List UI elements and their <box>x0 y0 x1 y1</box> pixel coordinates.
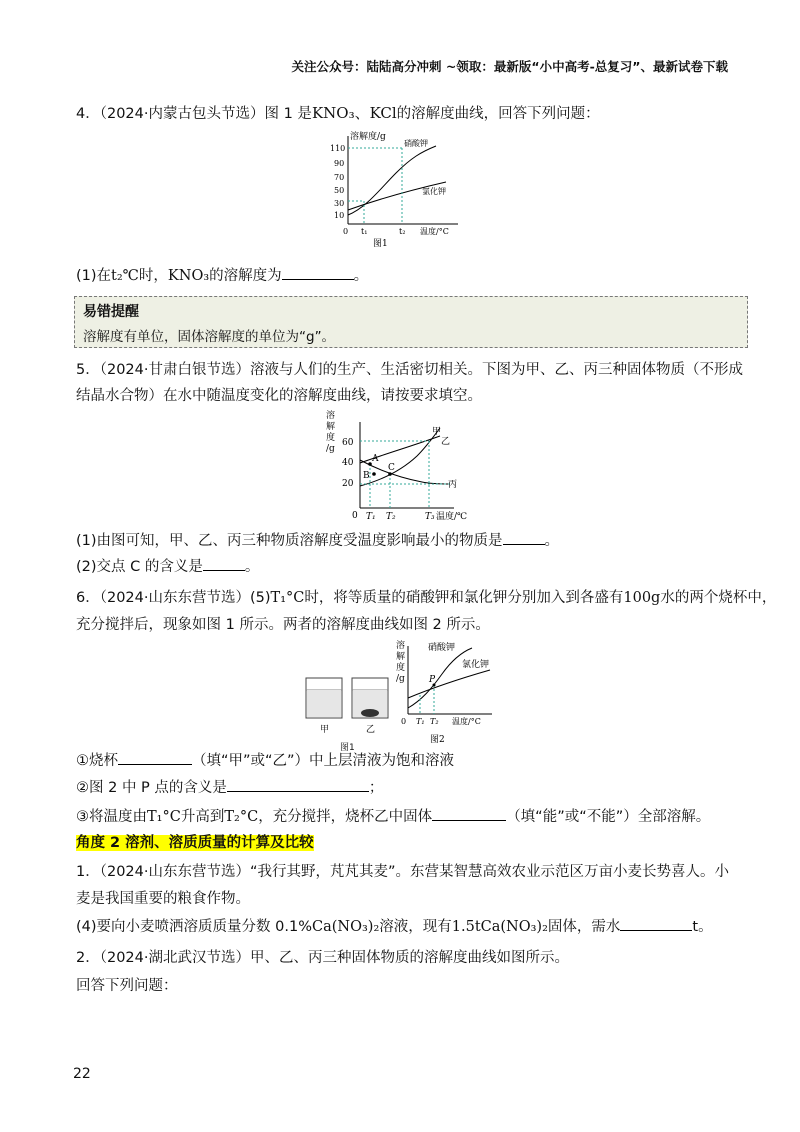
q6-s1-b: （填“甲”或“乙”）中上层清液为饱和溶液 <box>192 753 455 769</box>
q5-xtick: T₁ <box>366 512 376 522</box>
q6-fig2-p-label: P <box>429 675 436 685</box>
q6-mass: 100g <box>623 590 661 606</box>
page-number: 22 <box>73 1066 91 1082</box>
answer-blank[interactable] <box>227 777 369 792</box>
q4-curve-kno3 <box>348 146 436 215</box>
q6-fig2-ylabel: 解 <box>396 652 406 662</box>
q5-label-yi: 乙 <box>441 437 451 447</box>
q5-ytick: 40 <box>342 458 354 468</box>
q6-s3-a: ③将温度由 <box>76 809 147 825</box>
q5-line2: 结晶水合物）在水中随温度变化的溶解度曲线，请按要求填空。 <box>76 388 482 404</box>
q4-sub1-formula: KNO₃ <box>167 268 210 284</box>
q5-label-jia: 甲 <box>432 427 442 437</box>
q5-sub1 <box>76 530 559 551</box>
q4-curve2-label: 氯化钾 <box>422 187 446 196</box>
p1-s4-formula2: 1.5tCa(NO₃)₂ <box>451 919 548 935</box>
q4-curve1-label: 硝酸钾 <box>404 139 428 148</box>
q5-label-a: A <box>372 454 379 464</box>
q5-xlabel: 温度/℃ <box>436 512 468 522</box>
q5-label-c: C <box>388 463 395 473</box>
q4-sub1 <box>76 265 368 286</box>
q4-stem-a: 4．（2024·内蒙古包头节选）图 1 是 <box>76 106 312 122</box>
q6-fig1-caption: 图1 <box>340 743 355 753</box>
q5-sub2-text: (2)交点 C 的含义是 <box>76 559 203 575</box>
q6-s3-b: 升高到 <box>180 809 225 825</box>
q4-ytick: 90 <box>334 159 345 168</box>
q6-s2-end: ； <box>368 780 384 796</box>
q5-figure <box>322 408 468 524</box>
q6-stem-b: 时，将等质量的硝酸钾和氯化钾分别加入到各盛有 <box>304 590 624 606</box>
q6-stem-a: 6．（2024·山东东营节选）(5) <box>76 590 271 606</box>
p1-s4-a: (4)要向小麦喷洒溶质质量分数 0.1% <box>76 919 312 935</box>
q6-s3-t1: T₁°C <box>147 809 181 825</box>
q4-xtick: t₁ <box>361 227 368 236</box>
q5-origin: 0 <box>352 511 358 521</box>
q5-xtick: T₃ <box>425 512 435 522</box>
q4-origin: 0 <box>343 227 349 236</box>
q5-point-b <box>372 472 376 476</box>
p2-line2: 回答下列问题： <box>76 978 178 994</box>
q5-ytick: 60 <box>342 438 354 448</box>
q5-sub1-text: (1)由图可知，甲、乙、丙三种物质溶解度受温度影响最小的物质是 <box>76 533 503 549</box>
error-tip-box <box>74 296 748 348</box>
q5-ytick: 20 <box>342 479 354 489</box>
q6-fig2-curves <box>392 638 502 754</box>
q4-ytick: 70 <box>334 173 345 182</box>
answer-blank[interactable] <box>282 265 354 280</box>
q5-ylabel: 解 <box>326 422 336 432</box>
tip-title: 易错提醒 <box>83 304 139 320</box>
q4-ytick: 50 <box>334 186 345 195</box>
q6-fig2-xtick: T₁ <box>416 717 425 726</box>
q5-label-b: B <box>363 471 370 481</box>
q6-fig2-ylabel: /g <box>396 674 405 684</box>
beaker-yi-label: 乙 <box>366 725 376 735</box>
answer-blank[interactable] <box>432 806 506 821</box>
q6-fig2-ylabel: 度 <box>396 663 406 673</box>
q5-sub2-end: 。 <box>244 559 260 575</box>
q6-s1-a: ①烧杯 <box>76 753 118 769</box>
q6-line2: 充分搅拌后，现象如图 1 所示。两者的溶解度曲线如图 2 所示。 <box>76 617 490 633</box>
q4-ytick: 110 <box>330 144 346 153</box>
q6-fig2-xlabel: 温度/°C <box>452 717 481 726</box>
q6-s3-c: ，充分搅拌，烧杯乙中固体 <box>258 809 433 825</box>
answer-blank[interactable] <box>118 750 192 765</box>
q5-ylabel: 度 <box>326 433 336 443</box>
q4-xtick: t₂ <box>399 227 406 236</box>
q5-label-bing: 丙 <box>448 480 458 490</box>
q6-fig2-curve-kcl <box>408 670 490 698</box>
p1-line1: 1．（2024·山东东营节选）“我行其野，芃芃其麦”。东营某智慧高效农业示范区万亩小麦长势喜人。小 <box>76 864 730 880</box>
q4-sub1-a: (1)在 <box>76 268 112 284</box>
answer-blank[interactable] <box>503 530 545 545</box>
q4-stem-b: 的溶解度曲线，回答下列问题： <box>396 106 600 122</box>
q5-line1: 5．（2024·甘肃白银节选）溶液与人们的生产、生活密切相关。下图为甲、乙、丙三种固体物质（不形成 <box>76 362 743 378</box>
section-heading <box>76 833 314 853</box>
q6-t1: T₁°C <box>270 590 305 606</box>
q6-s2-text: ②图 2 中 P 点的含义是 <box>76 780 227 796</box>
q4-formula: KNO₃、KCl <box>311 104 397 122</box>
q6-fig2-caption: 图2 <box>430 735 445 745</box>
p1-s4-b: 溶液，现有 <box>379 919 452 935</box>
q6-fig2-origin: 0 <box>401 717 407 726</box>
q4-fig-ylabel: 溶解度/g <box>350 132 386 142</box>
p1-s4-c: 固体，需水 <box>547 919 621 935</box>
q6-fig1-beakers <box>300 670 400 738</box>
q4-figure <box>326 128 466 256</box>
q6-fig2-ylabel: 溶 <box>396 641 406 651</box>
q4-ytick: 10 <box>334 211 345 220</box>
q4-sub1-temp: t₂℃ <box>111 268 139 284</box>
q5-ylabel: 溶 <box>326 411 336 421</box>
q5-sub2 <box>76 556 259 577</box>
q6-s2 <box>76 777 383 798</box>
p2-line1: 2．（2024·湖北武汉节选）甲、乙、丙三种固体物质的溶解度曲线如图所示。 <box>76 950 569 966</box>
p1-line2: 麦是我国重要的粮食作物。 <box>76 891 250 907</box>
p1-s4 <box>76 916 713 937</box>
q4-sub1-c: 的溶解度为 <box>209 268 282 284</box>
q6-s1 <box>76 750 454 771</box>
q4-ytick: 30 <box>334 199 345 208</box>
page-header: 关注公众号：陆陆高分冲刺 ~领取：最新版“小中高考-总复习”、最新试卷下载 <box>291 59 728 74</box>
q5-sub1-end: 。 <box>544 533 560 549</box>
answer-blank[interactable] <box>620 916 692 931</box>
q6-s3-d: （填“能”或“不能”）全部溶解。 <box>506 809 711 825</box>
q4-xlabel: 温度/°C <box>420 227 449 236</box>
q5-xtick: T₂ <box>386 512 396 522</box>
q6-stem <box>76 588 776 608</box>
beaker-yi-solid <box>361 709 379 717</box>
beaker-jia-label: 甲 <box>320 725 330 735</box>
q6-s3-t2: T₂°C <box>224 809 259 825</box>
answer-blank[interactable] <box>203 556 245 571</box>
q6-fig2-curve2-label: 氯化钾 <box>462 660 490 670</box>
q4-stem <box>76 103 600 124</box>
q6-fig2-xtick: T₂ <box>430 717 439 726</box>
angle2-heading: 角度 2 溶剂、溶质质量的计算及比较 <box>76 835 314 851</box>
q6-fig2-curve1-label: 硝酸钾 <box>428 643 456 653</box>
q6-s3 <box>76 806 710 827</box>
beaker-jia-solution <box>307 690 341 717</box>
p1-s4-end: t。 <box>692 919 713 935</box>
q4-sub1-b: 时， <box>138 268 168 284</box>
p1-s4-formula1: Ca(NO₃)₂ <box>312 919 380 935</box>
q5-ylabel: /g <box>326 444 335 454</box>
q6-stem-c: 水的两个烧杯中， <box>660 590 777 606</box>
q4-caption: 图1 <box>373 239 388 249</box>
q4-sub1-end: 。 <box>353 268 369 284</box>
tip-text: 溶解度有单位，固体溶解度的单位为“g”。 <box>83 329 336 345</box>
